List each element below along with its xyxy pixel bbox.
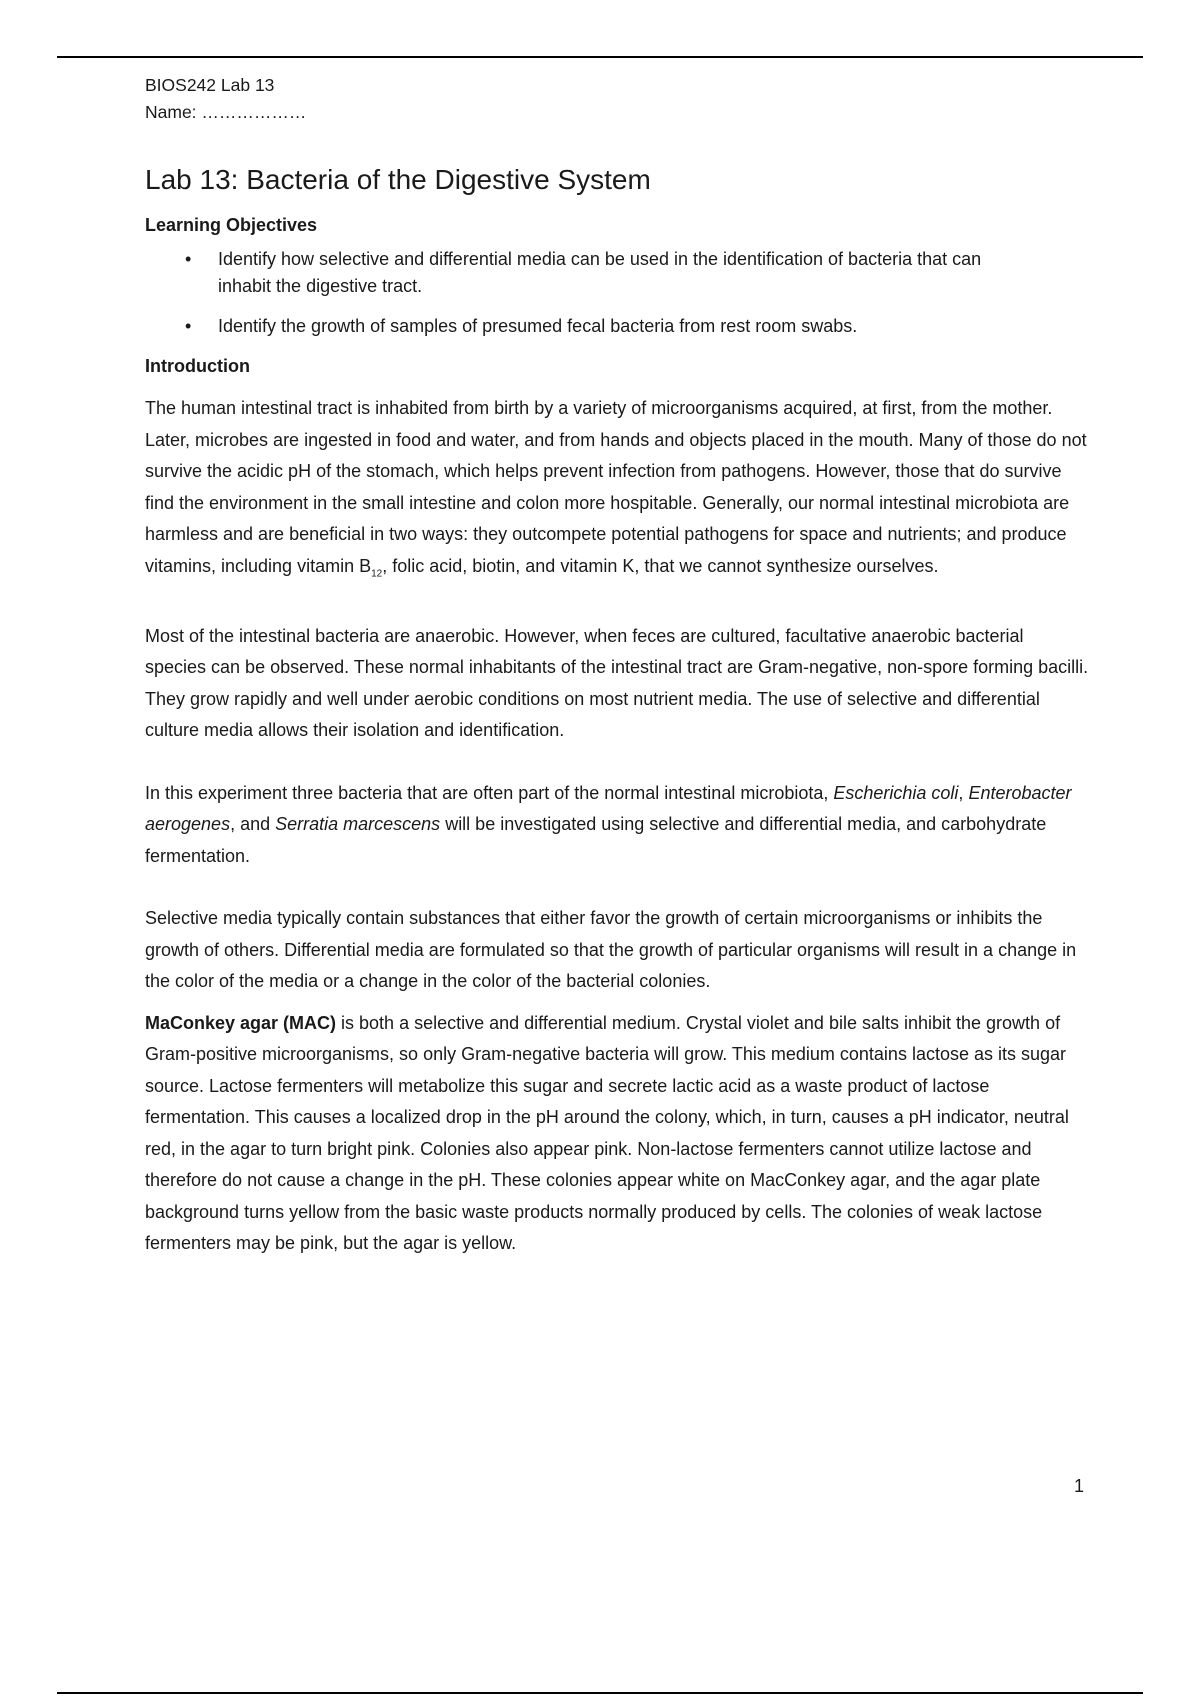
intro-p1-text: The human intestinal tract is inhabited from birth by a variety of microorganisms acquired, at first, from the mother. Later, microbes are ingested in food and water, and from hands and objects placed in the mouth. Many of those do not survive the acidic pH of the stomach, which helps prevent infection from pathogens. However, those that do survive find the environment in the small intestine and colon more hospitable. Generally, our normal intestinal microbiota are harmless and are beneficial in two ways: they outcompete potential pathogens for space and nutrients; and produce vitamins, including vitamin B: [145, 398, 1087, 576]
p3-text-c: , and: [230, 814, 276, 835]
bullet-icon: •: [185, 316, 192, 336]
top-border-rule: [57, 56, 1143, 58]
objectives-list: [145, 246, 1089, 340]
p3-text-b: ,: [958, 782, 969, 803]
bullet-icon: •: [185, 249, 192, 269]
objective-text: Identify the growth of samples of presumed fecal bacteria from rest room swabs.: [218, 316, 858, 336]
objective-item: [145, 313, 1089, 340]
intro-p1-end: , folic acid, biotin, and vitamin K, that we cannot synthesize ourselves.: [382, 555, 939, 576]
learning-objectives-heading: Learning Objectives: [145, 215, 318, 235]
intro-paragraph-3: [145, 778, 1089, 873]
introduction-heading: Introduction: [145, 356, 250, 376]
intro-paragraph-2: Most of the intestinal bacteria are anaerobic. However, when feces are cultured, facultative anaerobic bacterial species can be observed. These normal inhabitants of the intestinal tract are Gram-negative, non-spore forming bacilli. They grow rapidly and well under aerobic conditions on most nutrient media. The use of selective and differential culture media allows their isolation and identification.: [145, 625, 1089, 741]
document-page: [145, 72, 1089, 1260]
p3-text-a: In this experiment three bacteria that are often part of the normal intestinal microbiota,: [145, 782, 834, 803]
course-header: BIOS242 Lab 13: [145, 75, 275, 95]
species-ecoli: Escherichia coli: [833, 782, 959, 803]
species-serratia: Serratia marcescens: [275, 814, 441, 835]
page-number: 1: [1074, 1476, 1085, 1496]
intro-paragraph-1: [145, 393, 1089, 590]
p3-text-d: will be investigated using selective and differential media, and carbohydrate fermentation.: [145, 814, 1047, 866]
objective-item: [145, 246, 1089, 300]
name-line: Name: ………………: [145, 102, 307, 122]
bottom-border-rule: [57, 1692, 1143, 1694]
vitamin-subscript: 12: [371, 568, 383, 580]
maconkey-text: is both a selective and differential medium. Crystal violet and bile salts inhibit the growth of Gram-positive microorganisms, so only Gram-negative bacteria will grow. This medium contains lactose as its sugar source. Lactose fermenters will metabolize this sugar and secrete lactic acid as a waste product of lactose fermentation. This causes a localized drop in the pH around the colony, which, in turn, causes a pH indicator, neutral red, in the agar to turn bright pink. Colonies also appear pink. Non-lactose fermenters cannot utilize lactose and therefore do not cause a change in the pH. These colonies appear white on MacConkey agar, and the agar plate background turns yellow from the basic waste products normally produced by cells. The colonies of weak lactose fermenters may be pink, but the agar is yellow.: [145, 1012, 1069, 1254]
maconkey-term: MaConkey agar (MAC): [145, 1012, 337, 1033]
page-title: Lab 13: Bacteria of the Digestive System: [145, 164, 651, 195]
maconkey-paragraph: [145, 1008, 1089, 1260]
species-enterobacter: Enterobacter aerogenes: [145, 782, 1072, 835]
objective-text: Identify how selective and differential media can be used in the identification of bacteria that can inhabit the digestive tract.: [218, 249, 982, 296]
intro-paragraph-4: Selective media typically contain substances that either favor the growth of certain microorganisms or inhibits the growth of others. Differential media are formulated so that the growth of particular organisms will result in a change in the color of the media or a change in the color of the bacterial colonies.: [145, 908, 1077, 992]
